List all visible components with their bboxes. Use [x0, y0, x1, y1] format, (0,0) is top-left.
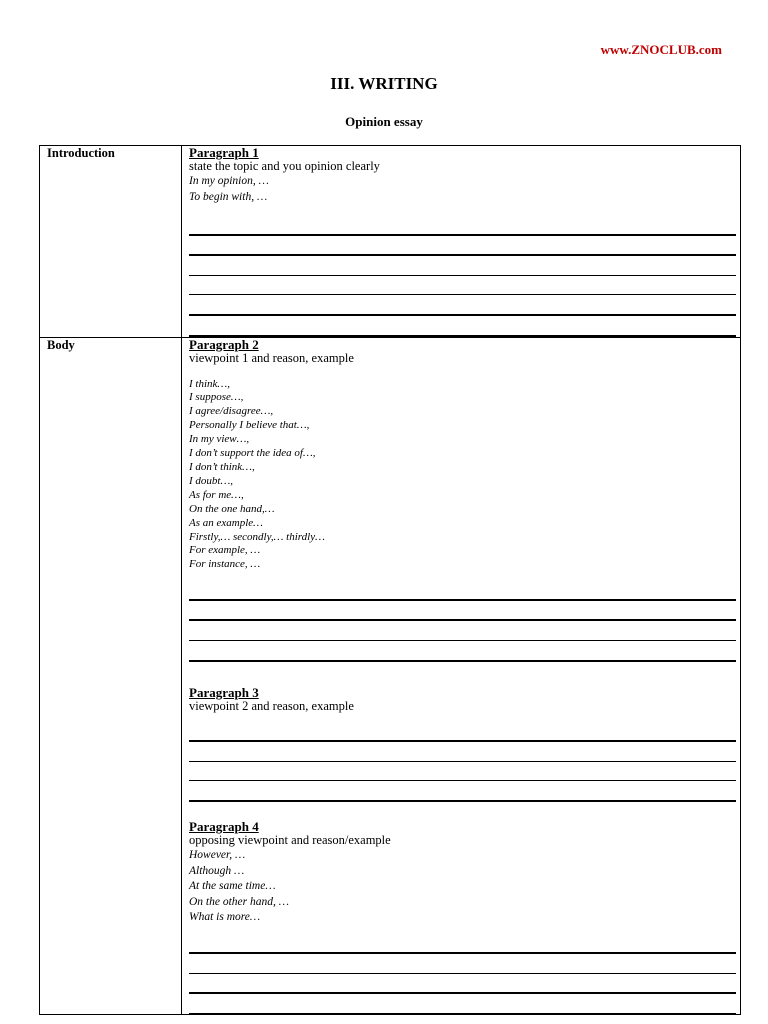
paragraph-2-description: viewpoint 1 and reason, example	[189, 350, 354, 365]
phrase: To begin with, …	[189, 190, 268, 203]
writing-line[interactable]	[189, 276, 736, 296]
writing-line[interactable]	[189, 974, 736, 995]
phrase: Firstly,… secondly,… thirdly…	[189, 530, 325, 543]
phrase: At the same time…	[189, 880, 276, 892]
writing-line[interactable]	[189, 762, 736, 782]
phrase: On the other hand, …	[189, 895, 289, 908]
paragraph-2-title: Paragraph 2	[189, 336, 259, 352]
writing-line[interactable]	[189, 215, 736, 236]
paragraph-3-title: Paragraph 3	[189, 684, 259, 700]
writing-line[interactable]	[189, 641, 736, 662]
phrase: Although …	[189, 864, 245, 877]
site-url[interactable]: www.ZNOCLUB.com	[600, 42, 722, 57]
paragraph-3-description: viewpoint 2 and reason, example	[189, 698, 354, 713]
writing-line[interactable]	[189, 621, 736, 641]
phrase: In my opinion, …	[189, 175, 269, 187]
writing-line[interactable]	[189, 934, 736, 955]
paragraph-2-writing-lines[interactable]	[189, 580, 736, 661]
phrase: For instance, …	[189, 558, 261, 571]
writing-line[interactable]	[189, 236, 736, 257]
phrase: What is more…	[189, 911, 261, 923]
phrase: I don’t support the idea of…,	[189, 447, 316, 460]
body-row	[40, 337, 741, 1014]
paragraph-2-phrases	[189, 378, 736, 573]
writing-line[interactable]	[189, 742, 736, 762]
page-title: III. WRITING	[330, 74, 438, 93]
paragraph-4-description: opposing viewpoint and reason/example	[189, 833, 391, 847]
phrase: I suppose…,	[189, 391, 244, 404]
body-paragraphs	[182, 337, 741, 1014]
writing-line[interactable]	[189, 994, 736, 1014]
paragraph-1-section	[182, 146, 741, 338]
body-label: Body	[40, 337, 182, 1014]
phrase: However, …	[189, 849, 246, 861]
essay-plan-table	[39, 145, 741, 1015]
writing-line[interactable]	[189, 580, 736, 601]
writing-line[interactable]	[189, 256, 736, 276]
phrase: I think…,	[189, 377, 230, 390]
writing-line[interactable]	[189, 601, 736, 622]
paragraph-3-writing-lines[interactable]	[189, 722, 736, 802]
writing-line[interactable]	[189, 316, 736, 337]
phrase: For example, …	[189, 544, 261, 557]
phrase: On the one hand,…	[189, 502, 275, 515]
writing-line[interactable]	[189, 781, 736, 802]
phrase: In my view…,	[189, 433, 250, 446]
paragraph-1-title: Paragraph 1	[189, 145, 259, 160]
writing-line[interactable]	[189, 295, 736, 316]
paragraph-4-writing-lines[interactable]	[189, 934, 736, 1014]
phrase: I don’t think…,	[189, 461, 255, 473]
paragraph-1-description: state the topic and you opinion clearly	[189, 159, 380, 173]
paragraph-1-writing-lines[interactable]	[189, 215, 736, 337]
paragraph-4-phrases	[189, 848, 736, 926]
phrase: As an example…	[189, 516, 263, 529]
introduction-row	[40, 146, 741, 338]
phrase: I doubt…,	[189, 474, 233, 487]
phrase: As for me…,	[189, 488, 244, 501]
phrase: Personally I believe that…,	[189, 419, 310, 432]
page-subtitle: Opinion essay	[345, 114, 423, 129]
writing-line[interactable]	[189, 954, 736, 974]
writing-line[interactable]	[189, 722, 736, 743]
phrase: I agree/disagree…,	[189, 405, 274, 418]
introduction-label: Introduction	[40, 146, 182, 338]
paragraph-1-phrases	[189, 174, 736, 205]
paragraph-4-title: Paragraph 4	[189, 819, 259, 834]
